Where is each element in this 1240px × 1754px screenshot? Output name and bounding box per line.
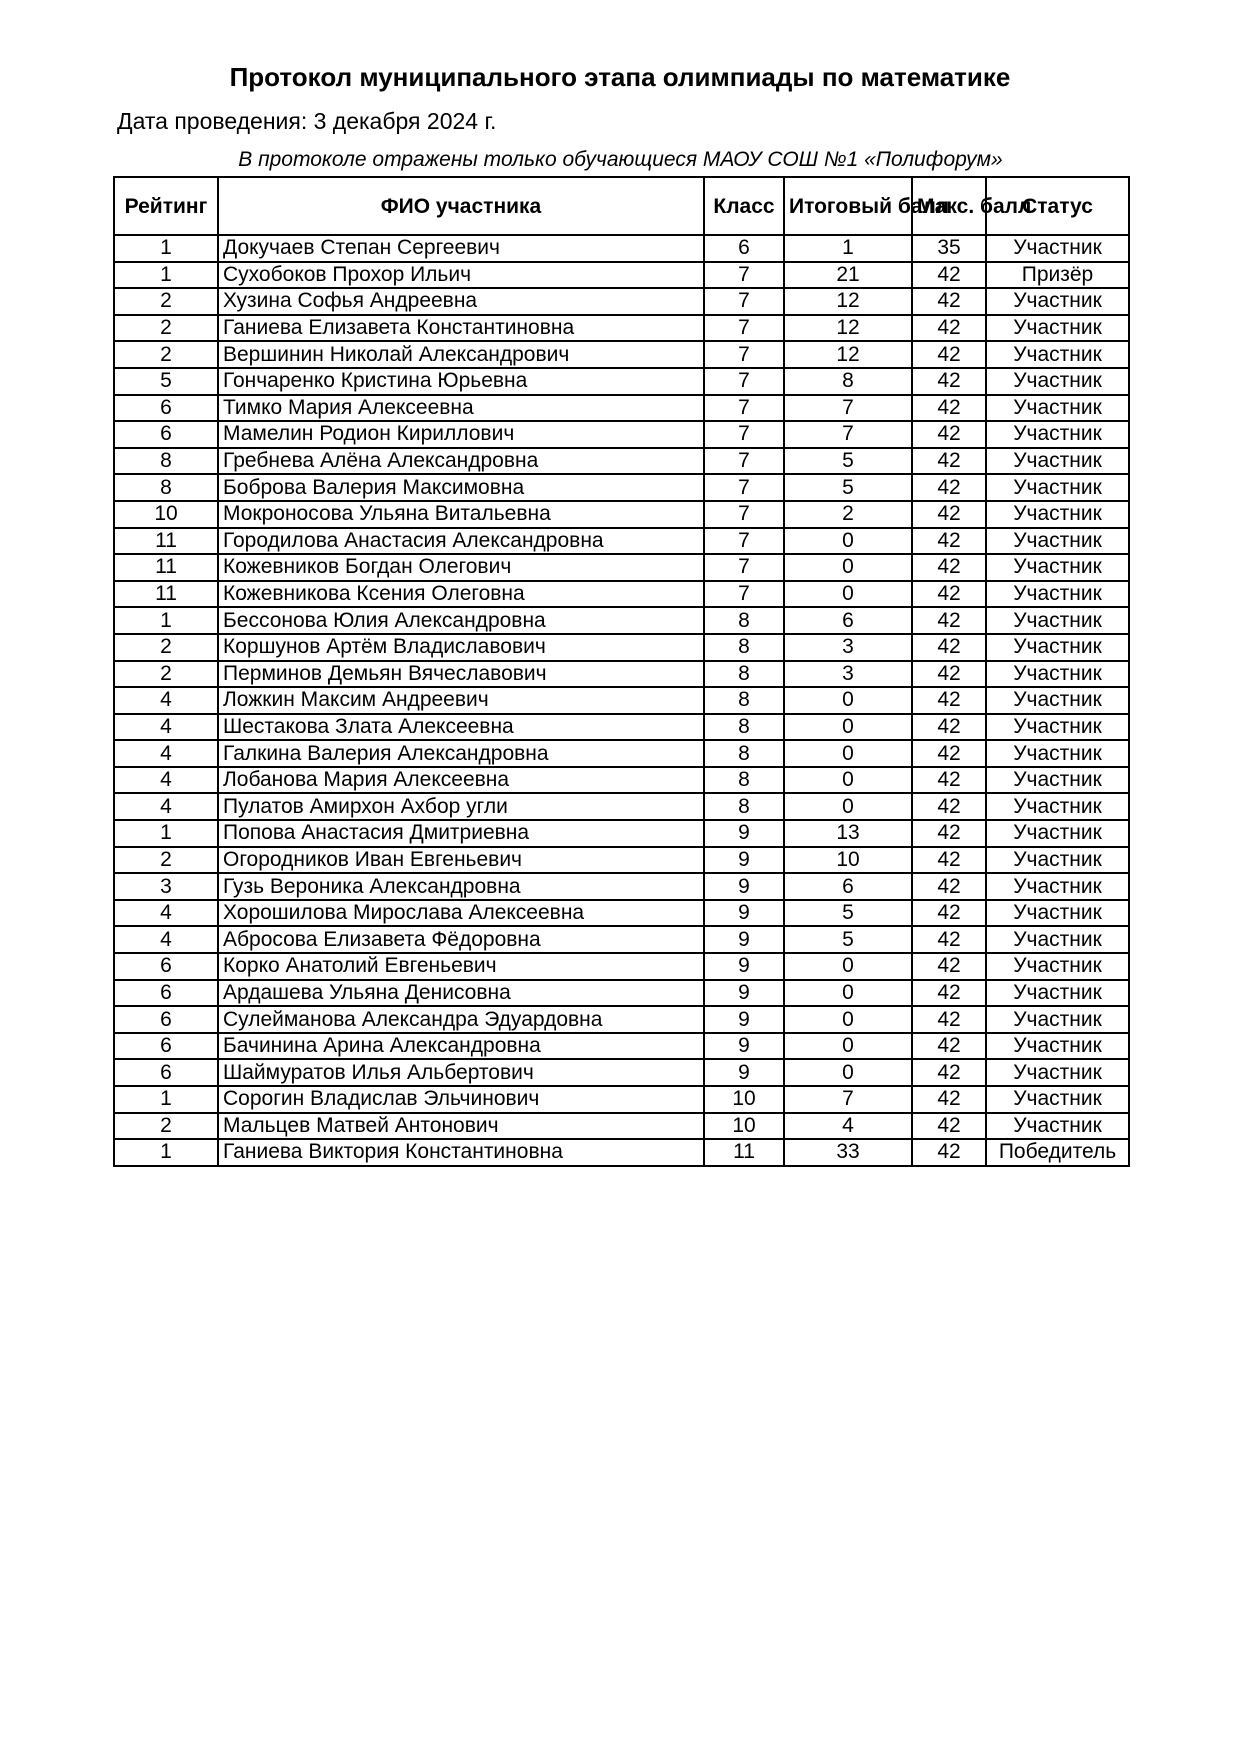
protocol-note: В протоколе отражены только обучающиеся МАОУ СОШ №1 «Полифорум»: [238, 148, 1003, 171]
cell-name: Мокроносова Ульяна Витальевна: [218, 501, 704, 528]
table-row: [114, 793, 1129, 820]
cell-status: Участник: [986, 581, 1129, 608]
cell-grade: 9: [704, 1033, 784, 1060]
cell-grade: 9: [704, 980, 784, 1007]
cell-name: Ганиева Елизавета Константиновна: [218, 315, 704, 342]
table-row: [114, 740, 1129, 767]
cell-max: 42: [912, 687, 986, 714]
cell-name: Корко Анатолий Евгеньевич: [218, 953, 704, 980]
cell-rank: 11: [114, 554, 218, 581]
table-row: [114, 235, 1129, 262]
cell-max: 42: [912, 421, 986, 448]
cell-score: 5: [784, 474, 912, 501]
cell-score: 5: [784, 448, 912, 475]
cell-status: Участник: [986, 607, 1129, 634]
cell-grade: 8: [704, 634, 784, 661]
cell-status: Участник: [986, 368, 1129, 395]
cell-max: 42: [912, 501, 986, 528]
cell-score: 2: [784, 501, 912, 528]
cell-status: Участник: [986, 793, 1129, 820]
cell-score: 0: [784, 1006, 912, 1033]
cell-status: Участник: [986, 847, 1129, 874]
cell-name: Перминов Демьян Вячеславович: [218, 661, 704, 688]
cell-score: 0: [784, 1033, 912, 1060]
table-row: [114, 980, 1129, 1007]
cell-status: Участник: [986, 740, 1129, 767]
table-row: [114, 820, 1129, 847]
cell-name: Хузина Софья Андреевна: [218, 288, 704, 315]
cell-max: 42: [912, 953, 986, 980]
cell-name: Докучаев Степан Сергеевич: [218, 235, 704, 262]
cell-max: 42: [912, 980, 986, 1007]
table-row: [114, 1086, 1129, 1113]
cell-status: Участник: [986, 980, 1129, 1007]
cell-grade: 7: [704, 581, 784, 608]
cell-name: Кожевникова Ксения Олеговна: [218, 581, 704, 608]
cell-grade: 6: [704, 235, 784, 262]
cell-score: 13: [784, 820, 912, 847]
header-name: ФИО участника: [218, 177, 704, 235]
cell-score: 0: [784, 554, 912, 581]
cell-grade: 7: [704, 528, 784, 555]
cell-name: Коршунов Артём Владиславович: [218, 634, 704, 661]
cell-grade: 8: [704, 661, 784, 688]
cell-max: 42: [912, 1086, 986, 1113]
table-header-row: [114, 177, 1129, 235]
table-row: [114, 581, 1129, 608]
cell-score: 0: [784, 793, 912, 820]
cell-grade: 8: [704, 714, 784, 741]
cell-score: 3: [784, 661, 912, 688]
cell-grade: 8: [704, 607, 784, 634]
cell-score: 12: [784, 341, 912, 368]
table-row: [114, 1059, 1129, 1086]
cell-rank: 6: [114, 421, 218, 448]
cell-rank: 2: [114, 315, 218, 342]
cell-score: 0: [784, 980, 912, 1007]
cell-max: 42: [912, 873, 986, 900]
cell-max: 42: [912, 1113, 986, 1140]
cell-score: 0: [784, 1059, 912, 1086]
cell-max: 42: [912, 926, 986, 953]
cell-grade: 9: [704, 1059, 784, 1086]
cell-name: Огородников Иван Евгеньевич: [218, 847, 704, 874]
table-row: [114, 288, 1129, 315]
cell-rank: 1: [114, 1139, 218, 1166]
cell-rank: 2: [114, 847, 218, 874]
cell-rank: 8: [114, 474, 218, 501]
cell-score: 12: [784, 288, 912, 315]
table-row: [114, 661, 1129, 688]
cell-max: 42: [912, 607, 986, 634]
table-row: [114, 953, 1129, 980]
table-row: [114, 607, 1129, 634]
cell-max: 42: [912, 740, 986, 767]
cell-name: Тимко Мария Алексеевна: [218, 395, 704, 422]
cell-grade: 8: [704, 767, 784, 794]
cell-score: 12: [784, 315, 912, 342]
cell-status: Участник: [986, 421, 1129, 448]
cell-status: Призёр: [986, 262, 1129, 289]
cell-name: Шестакова Злата Алексеевна: [218, 714, 704, 741]
cell-name: Пулатов Амирхон Ахбор угли: [218, 793, 704, 820]
cell-name: Кожевников Богдан Олегович: [218, 554, 704, 581]
cell-name: Гузь Вероника Александровна: [218, 873, 704, 900]
header-rank: Рейтинг: [114, 177, 218, 235]
cell-status: Участник: [986, 661, 1129, 688]
cell-grade: 9: [704, 953, 784, 980]
table-row: [114, 421, 1129, 448]
cell-rank: 4: [114, 714, 218, 741]
cell-max: 42: [912, 634, 986, 661]
cell-rank: 5: [114, 368, 218, 395]
cell-score: 8: [784, 368, 912, 395]
cell-rank: 4: [114, 926, 218, 953]
table-row: [114, 767, 1129, 794]
table-row: [114, 1033, 1129, 1060]
table-row: [114, 1113, 1129, 1140]
cell-max: 42: [912, 1139, 986, 1166]
cell-grade: 9: [704, 847, 784, 874]
cell-score: 33: [784, 1139, 912, 1166]
cell-rank: 6: [114, 1033, 218, 1060]
cell-grade: 10: [704, 1086, 784, 1113]
table-row: [114, 687, 1129, 714]
cell-max: 42: [912, 767, 986, 794]
cell-status: Участник: [986, 1086, 1129, 1113]
table-row: [114, 448, 1129, 475]
table-row: [114, 926, 1129, 953]
cell-max: 42: [912, 661, 986, 688]
cell-max: 42: [912, 793, 986, 820]
table-row: [114, 847, 1129, 874]
cell-name: Гребнева Алёна Александровна: [218, 448, 704, 475]
cell-name: Бессонова Юлия Александровна: [218, 607, 704, 634]
cell-rank: 3: [114, 873, 218, 900]
cell-status: Участник: [986, 926, 1129, 953]
cell-grade: 7: [704, 554, 784, 581]
table-row: [114, 262, 1129, 289]
cell-name: Вершинин Николай Александрович: [218, 341, 704, 368]
cell-name: Абросова Елизавета Фёдоровна: [218, 926, 704, 953]
cell-grade: 7: [704, 421, 784, 448]
cell-status: Участник: [986, 900, 1129, 927]
cell-status: Участник: [986, 341, 1129, 368]
table-row: [114, 474, 1129, 501]
cell-rank: 6: [114, 1006, 218, 1033]
cell-grade: 9: [704, 820, 784, 847]
table-row: [114, 634, 1129, 661]
table-row: [114, 1139, 1129, 1166]
cell-max: 35: [912, 235, 986, 262]
cell-status: Участник: [986, 953, 1129, 980]
cell-status: Участник: [986, 767, 1129, 794]
header-score: Итоговый балл: [784, 177, 912, 235]
cell-status: Участник: [986, 1059, 1129, 1086]
cell-name: Лобанова Мария Алексеевна: [218, 767, 704, 794]
cell-grade: 7: [704, 315, 784, 342]
cell-rank: 6: [114, 395, 218, 422]
cell-status: Участник: [986, 820, 1129, 847]
cell-rank: 4: [114, 900, 218, 927]
cell-grade: 10: [704, 1113, 784, 1140]
cell-status: Участник: [986, 554, 1129, 581]
cell-rank: 6: [114, 980, 218, 1007]
table-row: [114, 395, 1129, 422]
cell-rank: 10: [114, 501, 218, 528]
cell-max: 42: [912, 395, 986, 422]
cell-status: Участник: [986, 1033, 1129, 1060]
cell-rank: 4: [114, 687, 218, 714]
header-status: Статус: [986, 177, 1129, 235]
cell-max: 42: [912, 820, 986, 847]
cell-rank: 6: [114, 953, 218, 980]
cell-rank: 2: [114, 661, 218, 688]
cell-max: 42: [912, 554, 986, 581]
table-row: [114, 528, 1129, 555]
cell-grade: 7: [704, 368, 784, 395]
cell-rank: 11: [114, 581, 218, 608]
cell-name: Сухобоков Прохор Ильич: [218, 262, 704, 289]
cell-rank: 11: [114, 528, 218, 555]
cell-status: Победитель: [986, 1139, 1129, 1166]
cell-name: Хорошилова Мирослава Алексеевна: [218, 900, 704, 927]
cell-grade: 7: [704, 474, 784, 501]
cell-grade: 8: [704, 793, 784, 820]
event-date: Дата проведения: 3 декабря 2024 г.: [117, 108, 497, 134]
cell-status: Участник: [986, 634, 1129, 661]
cell-name: Сулейманова Александра Эдуардовна: [218, 1006, 704, 1033]
table-row: [114, 315, 1129, 342]
cell-max: 42: [912, 581, 986, 608]
cell-max: 42: [912, 448, 986, 475]
results-table: [113, 176, 1130, 1167]
cell-rank: 1: [114, 235, 218, 262]
cell-status: Участник: [986, 873, 1129, 900]
cell-status: Участник: [986, 474, 1129, 501]
cell-name: Мамелин Родион Кириллович: [218, 421, 704, 448]
cell-status: Участник: [986, 315, 1129, 342]
cell-max: 42: [912, 341, 986, 368]
cell-status: Участник: [986, 288, 1129, 315]
cell-score: 0: [784, 767, 912, 794]
table-row: [114, 873, 1129, 900]
cell-grade: 7: [704, 288, 784, 315]
cell-status: Участник: [986, 395, 1129, 422]
cell-name: Городилова Анастасия Александровна: [218, 528, 704, 555]
cell-score: 0: [784, 528, 912, 555]
cell-status: Участник: [986, 1006, 1129, 1033]
cell-name: Ардашева Ульяна Денисовна: [218, 980, 704, 1007]
table-body: [114, 235, 1129, 1166]
cell-status: Участник: [986, 528, 1129, 555]
cell-grade: 8: [704, 687, 784, 714]
cell-score: 5: [784, 926, 912, 953]
cell-grade: 8: [704, 740, 784, 767]
cell-name: Ганиева Виктория Константиновна: [218, 1139, 704, 1166]
table-row: [114, 714, 1129, 741]
cell-score: 0: [784, 953, 912, 980]
cell-name: Галкина Валерия Александровна: [218, 740, 704, 767]
cell-score: 0: [784, 581, 912, 608]
cell-status: Участник: [986, 714, 1129, 741]
cell-max: 42: [912, 474, 986, 501]
cell-grade: 9: [704, 1006, 784, 1033]
cell-grade: 9: [704, 873, 784, 900]
cell-grade: 11: [704, 1139, 784, 1166]
cell-score: 4: [784, 1113, 912, 1140]
document-title: Протокол муниципального этапа олимпиады по математике: [229, 62, 1011, 92]
cell-score: 7: [784, 1086, 912, 1113]
cell-max: 42: [912, 528, 986, 555]
cell-grade: 7: [704, 262, 784, 289]
cell-max: 42: [912, 368, 986, 395]
cell-name: Мальцев Матвей Антонович: [218, 1113, 704, 1140]
cell-status: Участник: [986, 1113, 1129, 1140]
cell-max: 42: [912, 1059, 986, 1086]
cell-max: 42: [912, 262, 986, 289]
cell-max: 42: [912, 847, 986, 874]
cell-rank: 4: [114, 767, 218, 794]
cell-rank: 2: [114, 288, 218, 315]
cell-max: 42: [912, 1033, 986, 1060]
cell-name: Сорогин Владислав Эльчинович: [218, 1086, 704, 1113]
cell-grade: 9: [704, 900, 784, 927]
cell-score: 21: [784, 262, 912, 289]
header-grade: Класс: [704, 177, 784, 235]
cell-score: 7: [784, 421, 912, 448]
cell-score: 0: [784, 714, 912, 741]
cell-rank: 8: [114, 448, 218, 475]
cell-score: 7: [784, 395, 912, 422]
table-row: [114, 554, 1129, 581]
cell-rank: 2: [114, 341, 218, 368]
table-row: [114, 368, 1129, 395]
cell-max: 42: [912, 900, 986, 927]
cell-rank: 4: [114, 740, 218, 767]
cell-score: 0: [784, 687, 912, 714]
cell-rank: 1: [114, 607, 218, 634]
cell-name: Гончаренко Кристина Юрьевна: [218, 368, 704, 395]
cell-max: 42: [912, 288, 986, 315]
table-row: [114, 1006, 1129, 1033]
cell-rank: 2: [114, 634, 218, 661]
cell-status: Участник: [986, 448, 1129, 475]
cell-grade: 9: [704, 926, 784, 953]
cell-status: Участник: [986, 235, 1129, 262]
cell-name: Боброва Валерия Максимовна: [218, 474, 704, 501]
cell-grade: 7: [704, 501, 784, 528]
cell-max: 42: [912, 315, 986, 342]
cell-score: 10: [784, 847, 912, 874]
cell-status: Участник: [986, 501, 1129, 528]
cell-name: Бачинина Арина Александровна: [218, 1033, 704, 1060]
table-row: [114, 900, 1129, 927]
cell-rank: 1: [114, 1086, 218, 1113]
cell-rank: 6: [114, 1059, 218, 1086]
cell-max: 42: [912, 714, 986, 741]
header-max: Макс. балл: [912, 177, 986, 235]
cell-score: 1: [784, 235, 912, 262]
cell-score: 3: [784, 634, 912, 661]
cell-score: 5: [784, 900, 912, 927]
cell-name: Попова Анастасия Дмитриевна: [218, 820, 704, 847]
table-row: [114, 341, 1129, 368]
cell-score: 6: [784, 873, 912, 900]
cell-score: 6: [784, 607, 912, 634]
cell-grade: 7: [704, 341, 784, 368]
cell-rank: 1: [114, 820, 218, 847]
cell-grade: 7: [704, 395, 784, 422]
cell-rank: 4: [114, 793, 218, 820]
cell-name: Ложкин Максим Андреевич: [218, 687, 704, 714]
cell-rank: 2: [114, 1113, 218, 1140]
table-row: [114, 501, 1129, 528]
cell-status: Участник: [986, 687, 1129, 714]
cell-grade: 7: [704, 448, 784, 475]
cell-name: Шаймуратов Илья Альбертович: [218, 1059, 704, 1086]
cell-score: 0: [784, 740, 912, 767]
cell-max: 42: [912, 1006, 986, 1033]
cell-rank: 1: [114, 262, 218, 289]
